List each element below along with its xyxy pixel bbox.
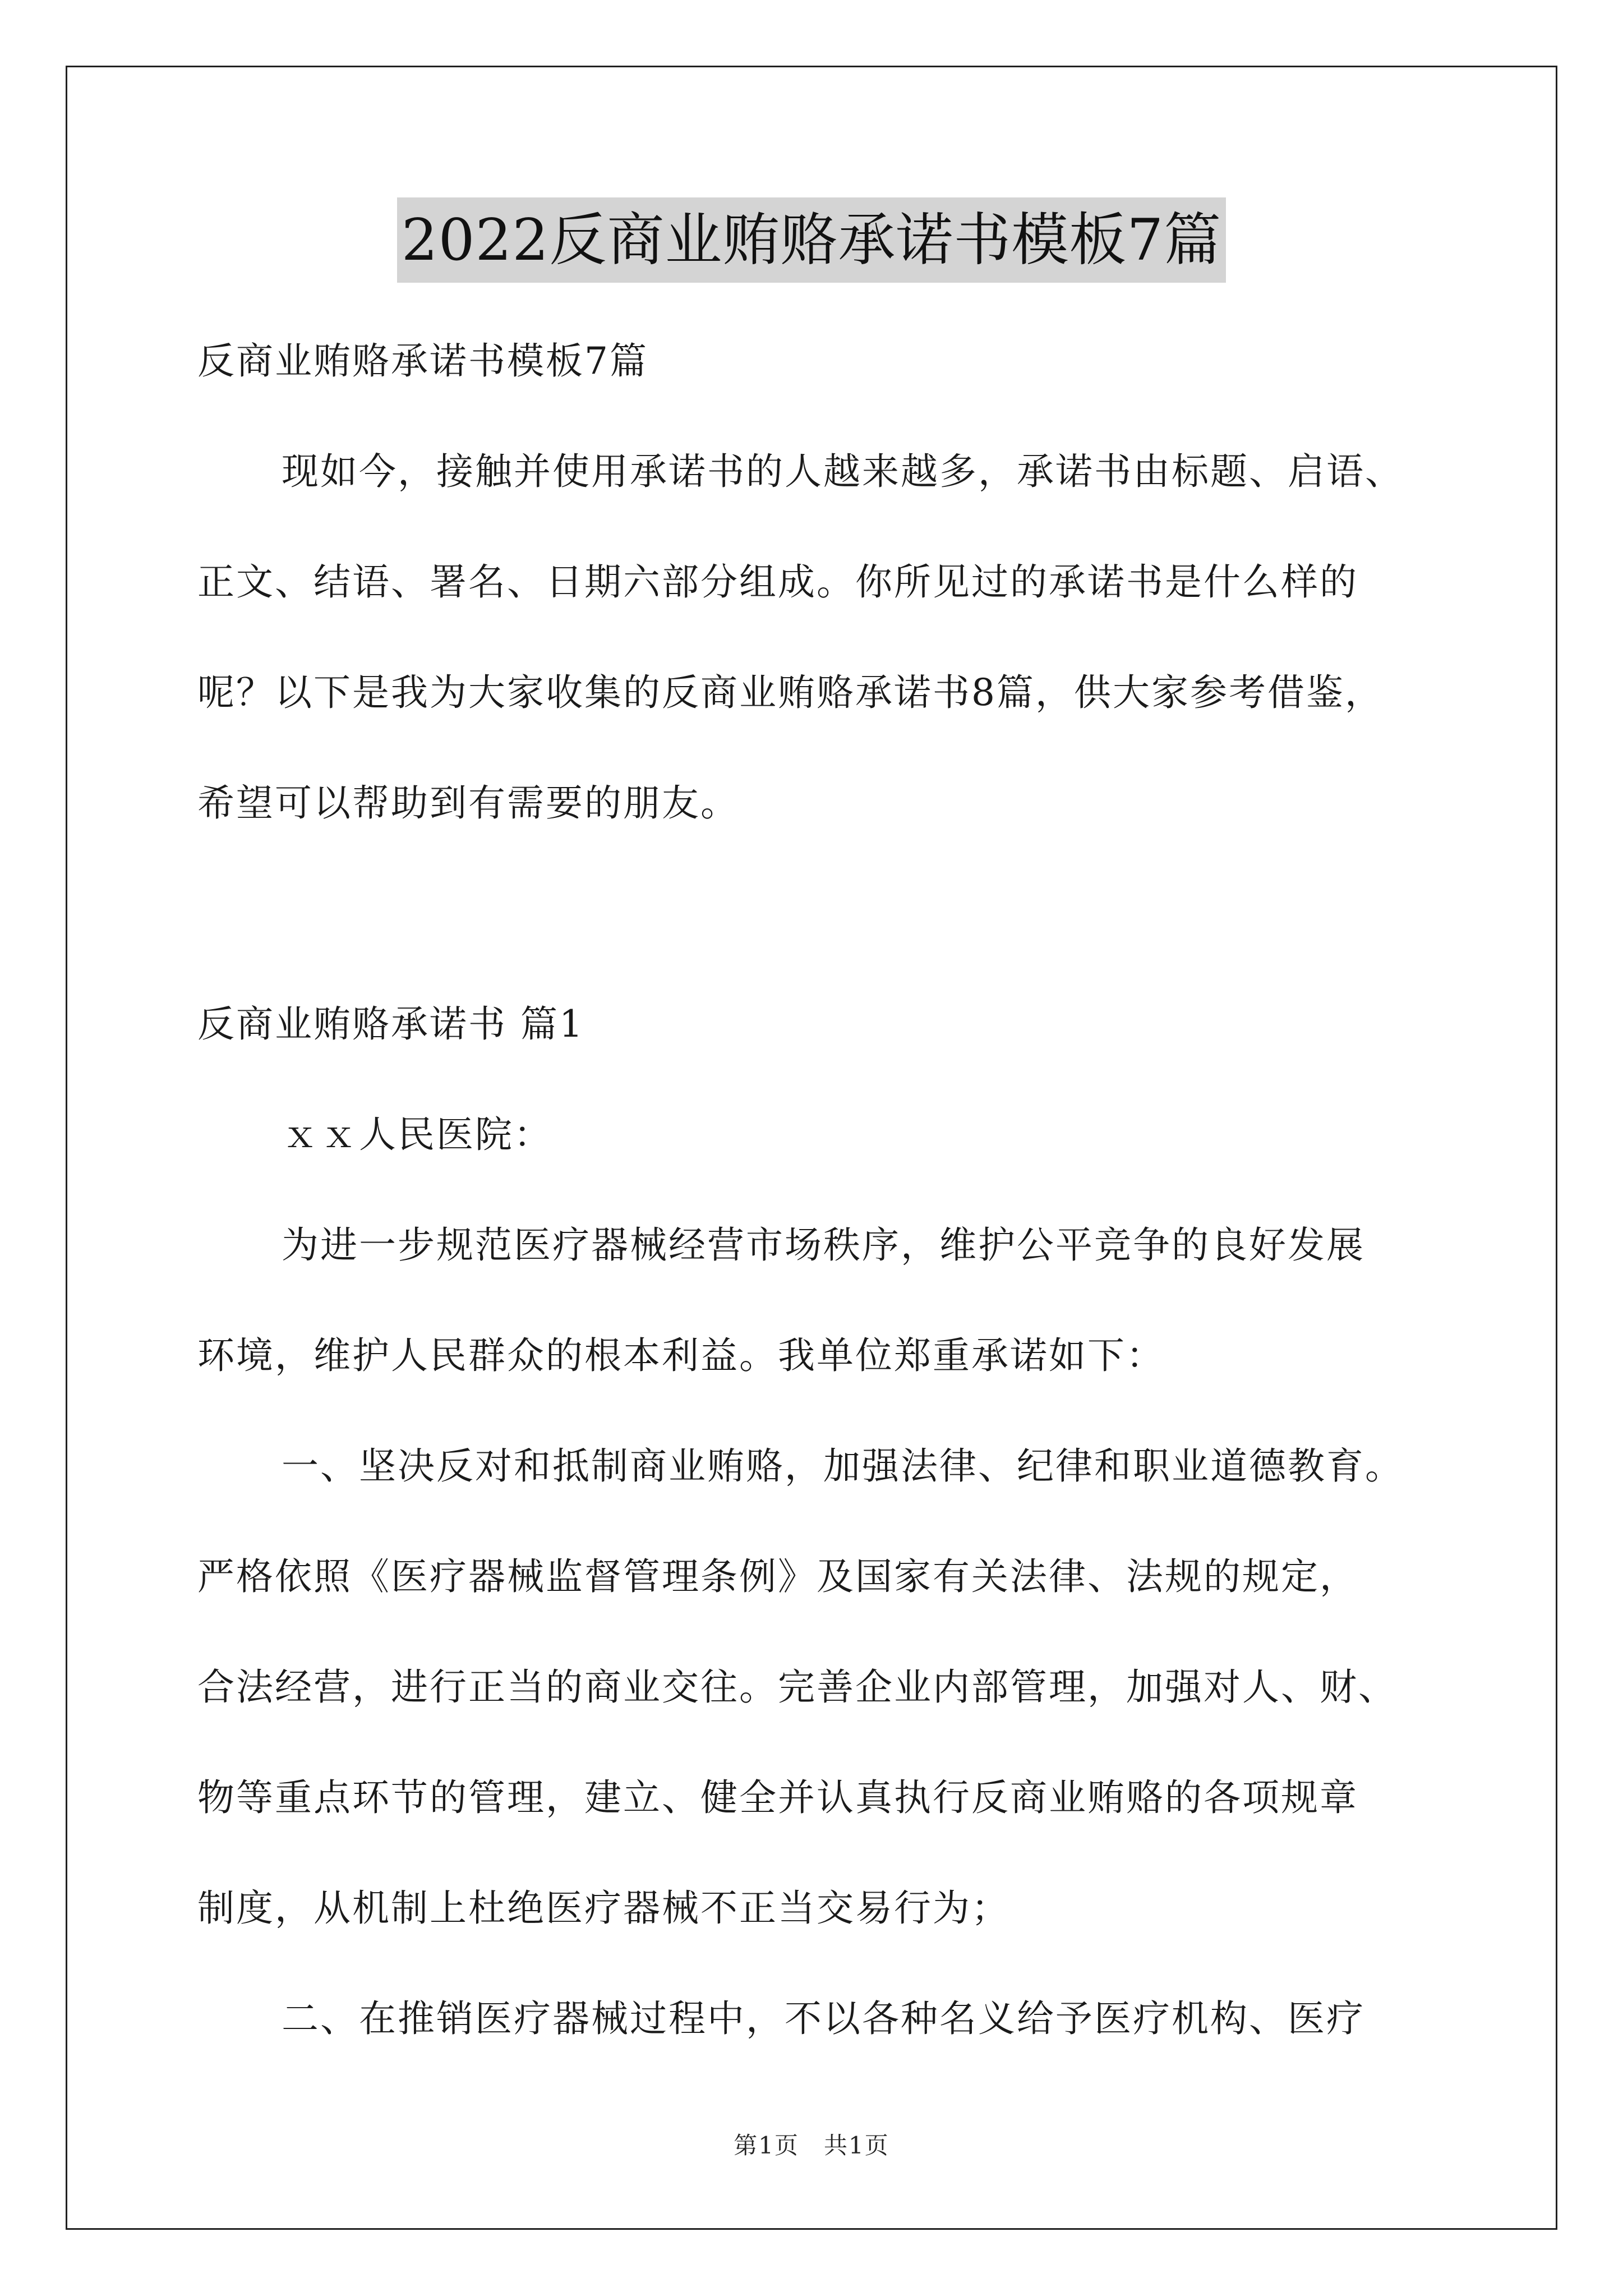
intro-line: 现如今，接触并使用承诺书的人越来越多，承诺书由标题、启语、 — [282, 450, 1404, 493]
page-number-footer: 第1页 共1页 — [734, 2132, 889, 2159]
body-line: 严格依照《医疗器械监督管理条例》及国家有关法律、法规的规定， — [197, 1555, 1358, 1598]
salutation: ｘｘ人民医院： — [282, 1113, 552, 1156]
intro-line: 呢？以下是我为大家收集的反商业贿赂承诺书8篇，供大家参考借鉴， — [197, 671, 1384, 714]
paragraph-spacer — [197, 858, 1459, 969]
intro-line: 正文、结语、署名、日期六部分组成。你所见过的承诺书是什么样的 — [197, 560, 1358, 604]
document-title: 2022反商业贿赂承诺书模板7篇 — [397, 197, 1226, 283]
section-heading: 反商业贿赂承诺书 篇1 — [197, 1002, 584, 1046]
body-line: 制度，从机制上杜绝医疗器械不正当交易行为； — [197, 1887, 1010, 1930]
intro-line: 希望可以帮助到有需要的朋友。 — [197, 781, 739, 825]
body-line: 环境，维护人民群众的根本利益。我单位郑重承诺如下： — [197, 1334, 1165, 1377]
body-line: 为进一步规范医疗器械经营市场秩序，维护公平竞争的良好发展 — [282, 1223, 1365, 1267]
body-line: 物等重点环节的管理，建立、健全并认真执行反商业贿赂的各项规章 — [197, 1776, 1358, 1819]
body-line: 二、在推销医疗器械过程中，不以各种名义给予医疗机构、医疗 — [282, 1997, 1365, 2040]
document-body — [197, 306, 1459, 2074]
document-subtitle: 反商业贿赂承诺书模板7篇 — [197, 339, 648, 383]
title-container — [0, 197, 1623, 283]
body-line: 一、坚决反对和抵制商业贿赂，加强法律、纪律和职业道德教育。 — [282, 1444, 1404, 1488]
body-line: 合法经营，进行正当的商业交往。完善企业内部管理，加强对人、财、 — [197, 1665, 1397, 1709]
